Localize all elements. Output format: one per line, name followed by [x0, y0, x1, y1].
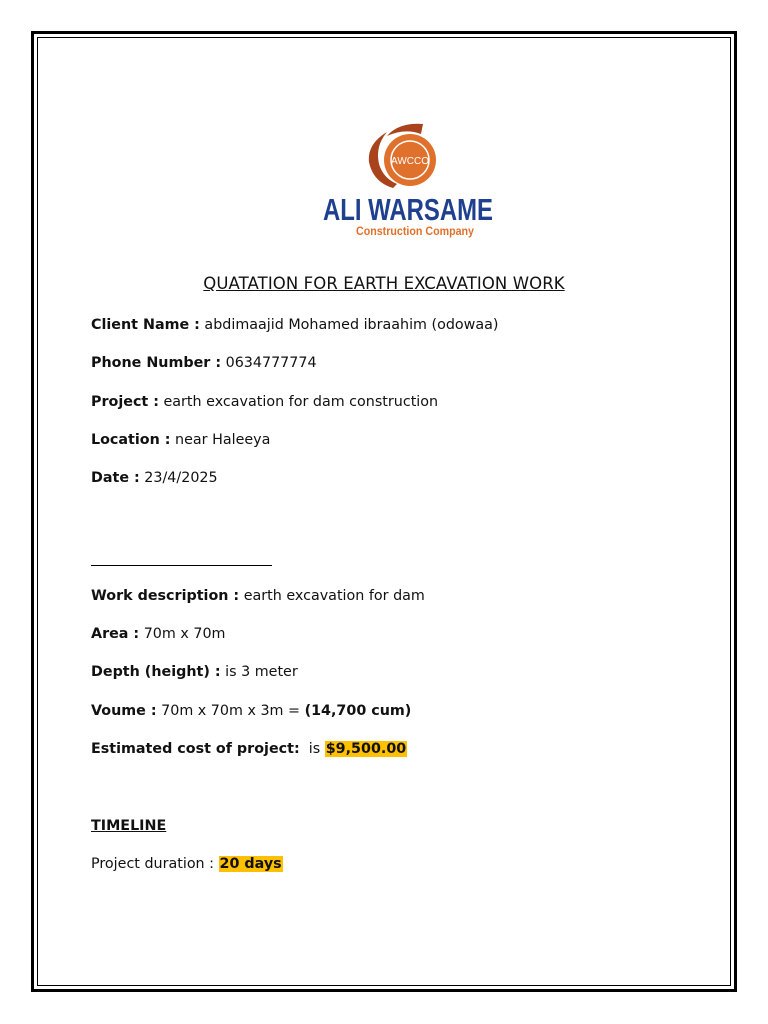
- project-value: earth excavation for dam construction: [158, 394, 439, 410]
- project-label: Project :: [91, 394, 159, 410]
- area-line: [91, 624, 226, 644]
- client-name-line: [91, 315, 498, 335]
- client-name-label: Client Name :: [91, 317, 200, 333]
- document-title: QUATATION FOR EARTH EXCAVATION WORK: [203, 274, 565, 293]
- depth-value: is 3 meter: [220, 664, 298, 680]
- project-line: [91, 392, 438, 412]
- estimated-cost-prefix: is: [299, 741, 325, 757]
- section-divider: [91, 565, 272, 566]
- phone-number-value: 0634777774: [221, 355, 317, 371]
- phone-number-line: [91, 353, 317, 373]
- work-description-label: Work description :: [91, 588, 240, 604]
- logo-company-subtitle: Construction Company: [356, 224, 475, 238]
- area-label: Area :: [91, 626, 140, 642]
- project-duration-line: [91, 854, 283, 874]
- timeline-heading: TIMELINE: [91, 818, 167, 834]
- date-value: 23/4/2025: [139, 470, 218, 486]
- volume-label: Voume :: [91, 703, 157, 719]
- estimated-cost-value: $9,500.00: [325, 741, 407, 757]
- project-duration-value: 20 days: [219, 856, 282, 872]
- logo-badge-text: AWCCO: [391, 156, 429, 167]
- volume-value: 70m x 70m x 3m =: [156, 703, 305, 719]
- estimated-cost-line: [91, 739, 407, 759]
- volume-result: (14,700 cum): [304, 703, 412, 719]
- work-description-value: earth excavation for dam: [239, 588, 425, 604]
- timeline-heading-line: [91, 816, 166, 836]
- date-label: Date :: [91, 470, 140, 486]
- depth-line: [91, 662, 298, 682]
- client-name-value: abdimaajid Mohamed ibraahim (odowaa): [199, 317, 499, 333]
- volume-line: [91, 701, 411, 721]
- work-description-line: [91, 586, 425, 606]
- area-value: 70m x 70m: [139, 626, 226, 642]
- depth-label: Depth (height) :: [91, 664, 221, 680]
- location-label: Location :: [91, 432, 171, 448]
- project-duration-label: Project duration :: [91, 856, 219, 872]
- estimated-cost-label: Estimated cost of project:: [91, 741, 300, 757]
- company-logo: [317, 118, 501, 242]
- date-line: [91, 468, 218, 488]
- phone-number-label: Phone Number :: [91, 355, 222, 371]
- logo-company-name: ALI WARSAME: [323, 192, 493, 227]
- location-value: near Haleeya: [170, 432, 271, 448]
- location-line: [91, 430, 270, 450]
